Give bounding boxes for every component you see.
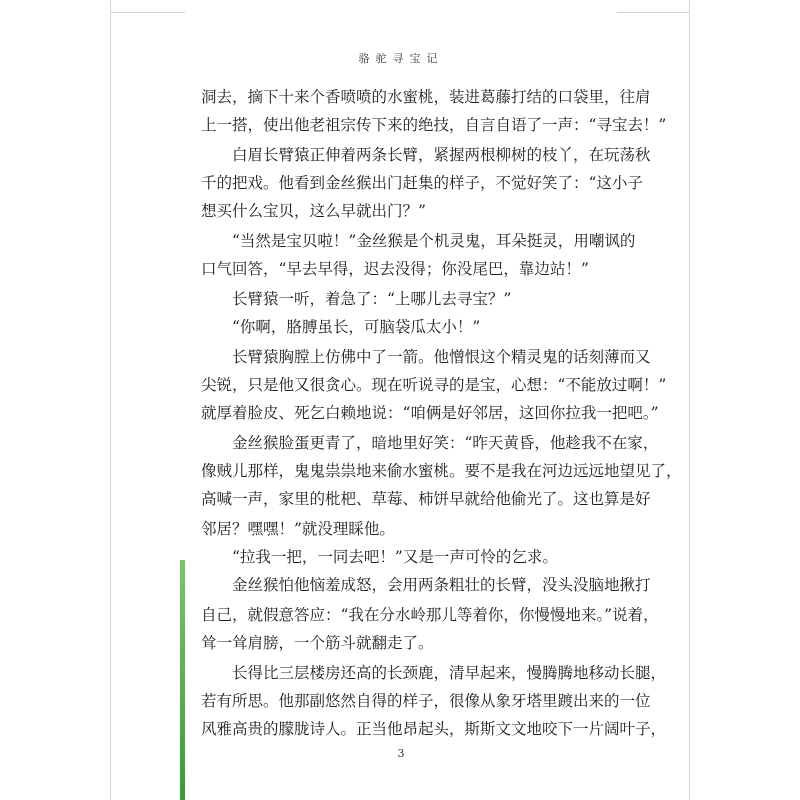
text-line: 金丝猴怕他恼羞成怒，会用两条粗壮的长臂，没头没脑地揪打 — [201, 576, 651, 594]
text-line: 白眉长臂猿正伸着两条长臂，紧握两根柳树的枝丫，在玩荡秋 — [201, 146, 651, 164]
text-line: 若有所思。他那副悠然自得的样子，很像从象牙塔里踱出来的一位 — [201, 692, 651, 710]
text-line: 金丝猴脸蛋更青了，暗地里好笑：“昨天黄昏，他趁我不在家， — [201, 434, 659, 452]
text-line: 自己，就假意答应：“我在分水岭那儿等着你，你慢慢地来。”说着， — [201, 606, 659, 624]
text-line: 想买什么宝贝，这么早就出门？” — [201, 202, 426, 220]
text-line: 像贼儿那样，鬼鬼祟祟地来偷水蜜桃。要不是我在河边远远地望见了， — [201, 462, 682, 480]
book-page — [185, 0, 682, 800]
frame-left-line — [110, 0, 111, 800]
text-line: 千的把戏。他看到金丝猴出门赶集的样子，不觉好笑了：“这小子 — [201, 174, 643, 192]
page-number: 3 — [397, 747, 405, 760]
text-line: 邻居？嘿嘿！”就没理睬他。 — [201, 520, 395, 538]
text-line: 上一搭，使出他老祖宗传下来的绝技，自言自语了一声：“寻宝去！” — [201, 116, 667, 134]
text-line: “当然是宝贝啦！”金丝猴是个机灵鬼，耳朵挺灵，用嘲讽的 — [201, 232, 636, 250]
text-line: 长臂猿胸膛上仿佛中了一箭。他憎恨这个精灵鬼的话刻薄而又 — [201, 348, 651, 366]
text-line: 风雅高贵的朦胧诗人。正当他昂起头，斯斯文文地咬下一片阔叶子， — [201, 720, 667, 738]
text-line: 长臂猿一听，着急了：“上哪儿去寻宝？” — [201, 290, 512, 308]
text-line: 高喊一声，家里的枇杷、草莓、柿饼早就给他偷光了。这也算是好 — [201, 490, 651, 508]
text-line: 长得比三层楼房还高的长颈鹿，清早起来，慢腾腾地移动长腿， — [201, 664, 667, 682]
text-line: “你啊，胳膊虽长，可脑袋瓜太小！” — [201, 318, 481, 336]
text-line: 口气回答，“早去早得，迟去没得；你没尾巴，靠边站！” — [201, 260, 589, 278]
running-header: 骆驼寻宝记 — [358, 52, 444, 65]
frame-right-line — [689, 0, 690, 800]
text-line: “拉我一把，一同去吧！”又是一声可怜的乞求。 — [201, 548, 558, 566]
text-line: 耸一耸肩膀，一个筋斗就翻走了。 — [201, 634, 434, 652]
text-line: 尖锐，只是他又很贪心。现在听说寻的是宝，心想：“不能放过啊！” — [201, 376, 667, 394]
text-line: 洞去，摘下十来个香喷喷的水蜜桃，装进葛藤打结的口袋里，往肩 — [201, 88, 651, 106]
text-line: 就厚着脸皮、死乞白赖地说：“咱俩是好邻居，这回你拉我一把吧。” — [201, 404, 659, 422]
